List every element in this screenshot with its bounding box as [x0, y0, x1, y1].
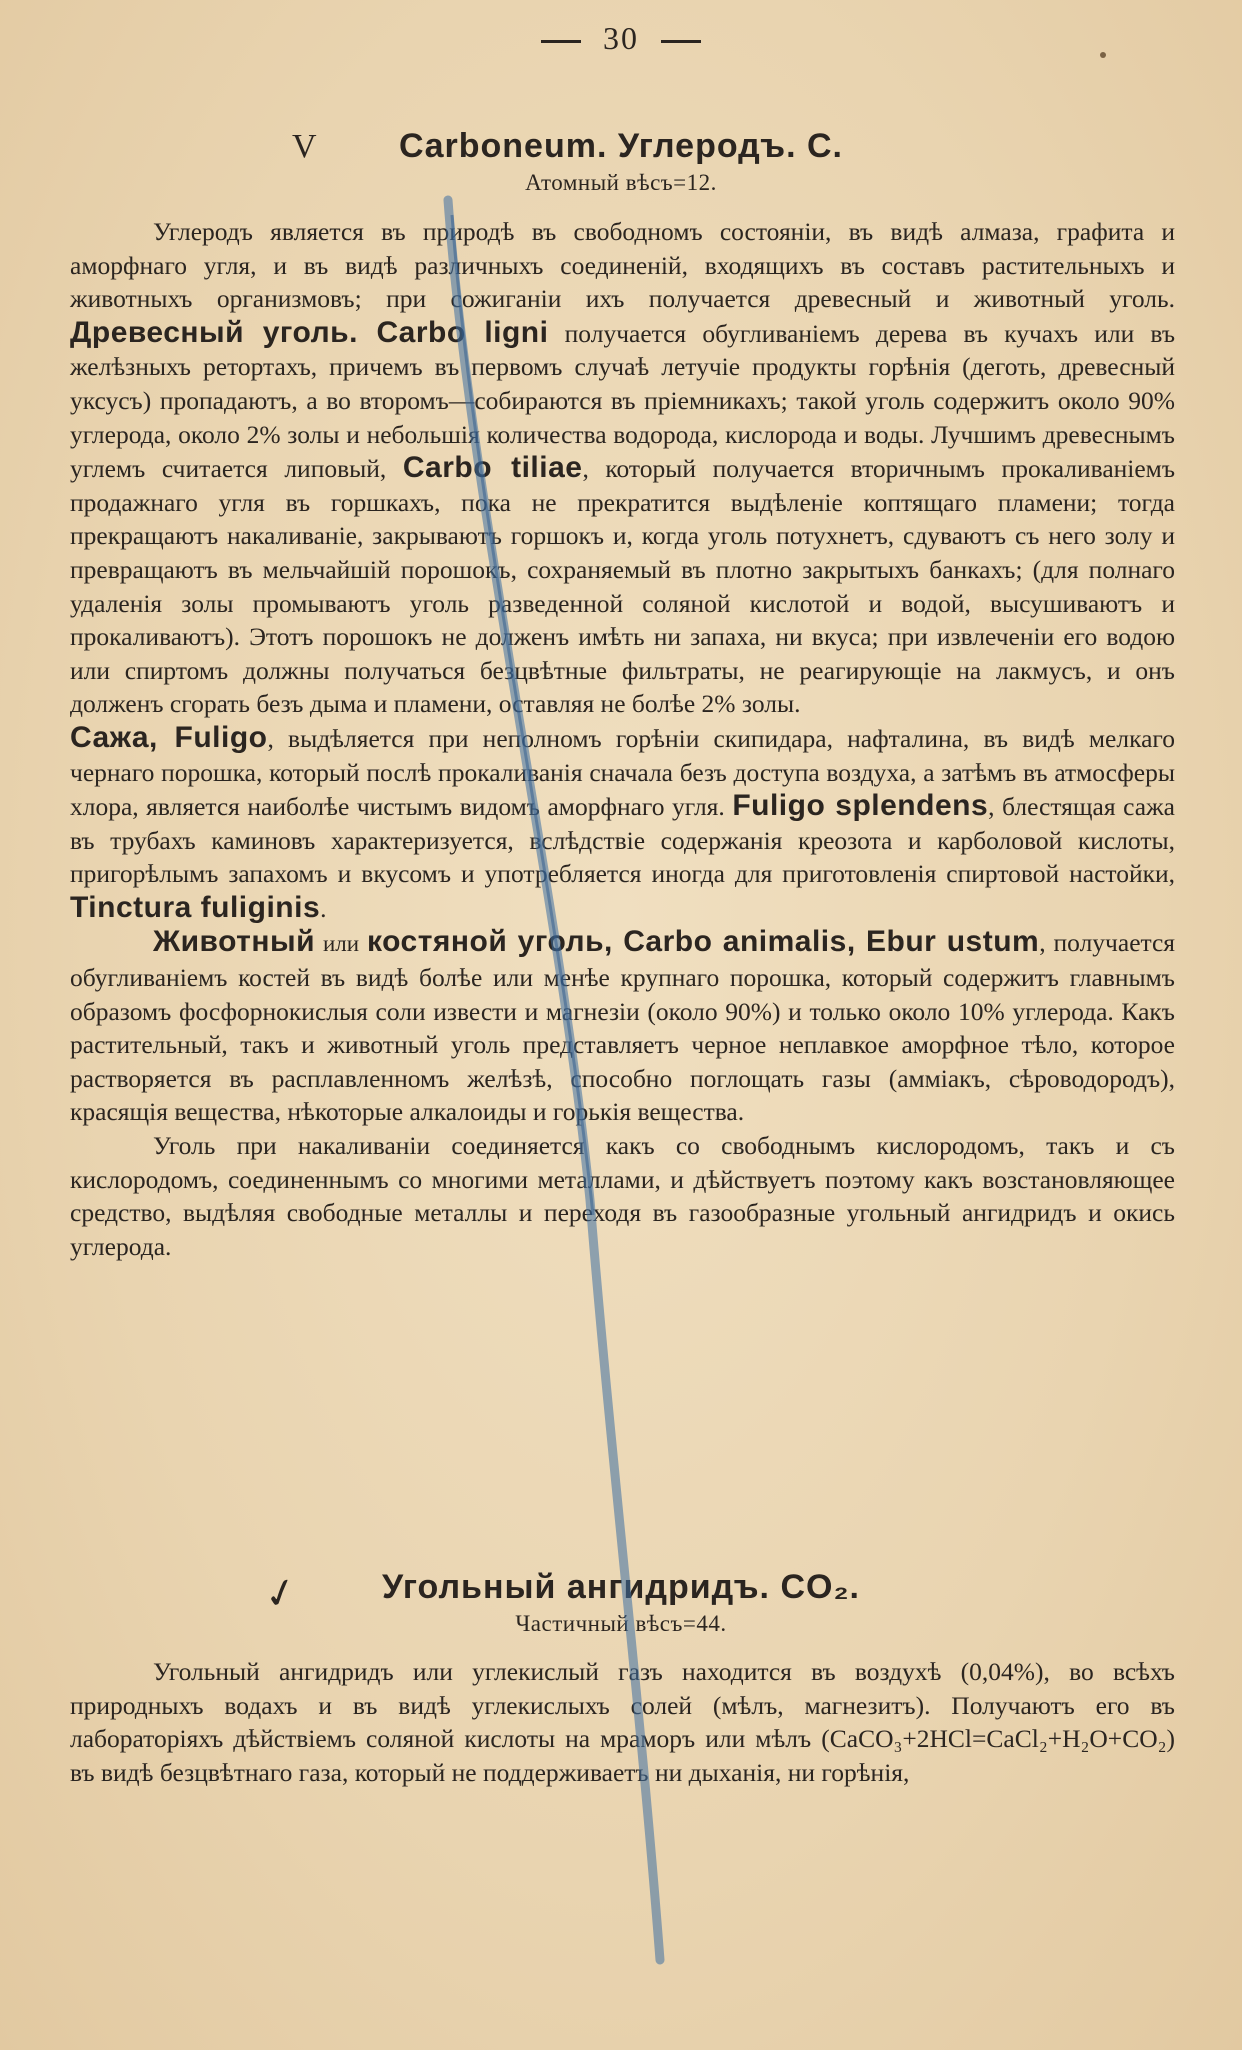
- term-drevesny-ugol: Древесный уголь. Carbo ligni: [70, 315, 549, 349]
- term-zhivotny: Животный: [153, 925, 316, 959]
- section-title-carboneum: Carboneum. Углеродъ. C.: [399, 127, 843, 165]
- term-kostyanoy-ugol: костяной уголь, Carbo animalis, Ebur ustum: [366, 925, 1040, 959]
- section-subtitle-atomic-weight: Атомный вѣсъ=12.: [525, 170, 717, 195]
- paragraph-animal-charcoal: Животный или костяной уголь, Carbo animalis, Ebur ustum, получается обугливанiемъ костей въ видѣ болѣе или менѣе крупнаго порошка, который содержитъ главнымъ образомъ фосфорнокислыя соли извести и магнезiи (около 90%) и только около 10% углерода. Какъ растительный, такъ и животный уголь представляетъ черное неплавкое аморфное тѣло, которое растворяется въ расплавленномъ желѣзѣ, способно поглощать газы (аммiакъ, сѣроводородъ), красящiя вещества, нѣкоторые алкалоиды и горькiя вещества.: [70, 925, 1176, 1127]
- page-number-text: 30: [603, 20, 639, 56]
- paper-spot: [1100, 52, 1106, 58]
- paragraph-co2: Угольный ангидридъ или углекислый газъ находится въ воздухѣ (0,04%), во всѣхъ природныхъ водахъ и въ видѣ углекислыхъ солей (мѣлъ, магнезитъ). Получаютъ его въ лабораторiяхъ дѣйствiемъ соляной кислоты на мраморъ или мѣлъ (CaCO₃+2HCl=CaCl₂+H₂O+CO₂) въ видѣ безцвѣтнаго газа, который не поддерживаетъ ни дыханiя, ни горѣнiя,: [70, 1657, 1175, 1787]
- handwritten-check-mark-2: ✓: [258, 1567, 303, 1620]
- section2-text: [70, 1655, 1175, 1789]
- term-carbo-tiliae: Carbo tiliae: [402, 451, 583, 485]
- section-title-ugolny-angidrid: Угольный ангидридъ. CO₂.: [381, 1568, 861, 1606]
- page-number-dash-left: [541, 40, 581, 43]
- page-number-dash-right: [661, 40, 701, 43]
- paragraph-reduction: Уголь при накаливанiи соединяется какъ со свободнымъ кислородомъ, такъ и съ кислородомъ, соединеннымъ со многими металлами, и дѣйствуетъ поэтому какъ возстановляющее средство, выдѣляя свободные металлы и переходя въ газообразные угольный ангидридъ и окись углерода.: [70, 1131, 1175, 1261]
- section-subtitle-molecular-weight: Частичный вѣсъ=44.: [515, 1611, 727, 1636]
- term-tinctura-fuliginis: Tinctura fuliginis: [70, 890, 321, 924]
- handwritten-check-mark: V: [292, 128, 317, 165]
- term-fuligo-splendens: Fuligo splendens: [732, 789, 989, 823]
- page-number: [0, 20, 1242, 57]
- paragraph-fuligo: Сажа, Fuligo, выдѣляется при неполномъ горѣнiи скипидара, нафталина, въ видѣ мелкаго чернаго порошка, который послѣ прокаливанiя сначала безъ доступа воздуха, а затѣмъ въ атмосферы хлора, является наиболѣе чистымъ видомъ аморфнаго угля. Fuligo splendens, блестящая сажа въ трубахъ каминовъ характеризуется, вслѣдствiе содержанiя креозота и карболовой кислоты, пригорѣлымъ запахомъ и вкусомъ и употребляется иногда для приготовленiя спиртовой настойки, Tinctura fuliginis.: [70, 720, 1175, 924]
- section1-text: [70, 215, 1175, 1263]
- paragraph-carbon-intro: Углеродъ является въ природѣ въ свободномъ состоянiи, въ видѣ алмаза, графита и аморфнаго угля, и въ видѣ различныхъ соединенiй, входящихъ въ составъ растительныхъ и животныхъ организмовъ; при сожиганiи ихъ получается древесный и животный уголь. Древесный уголь. Carbo ligni получается обугливанiемъ дерева въ кучахъ или въ желѣзныхъ ретортахъ, причемъ въ первомъ случаѣ летучiе продукты горѣнiя (деготь, древесный уксусъ) пропадаютъ, а во второмъ—собираются въ прiемникахъ; такой уголь содержитъ около 90% углерода, около 2% золы и небольшiя количества водорода, кислорода и воды. Лучшимъ древеснымъ углемъ считается липовый, Carbo tiliae, который получается вторичнымъ прокаливанiемъ продажнаго угля въ горшкахъ, пока не прекратится выдѣленiе коптящаго пламени; тогда прекращаютъ накаливанiе, закрываютъ горшокъ и, когда уголь потухнетъ, сдуваютъ съ него золу и превращаютъ въ мельчайшiй порошокъ, сохраняемый въ плотно закрытыхъ банкахъ; (для полнаго удаленiя золы промываютъ уголь разведенной соляной кислотой и водой, высушиваютъ и прокаливаютъ). Этотъ порошокъ не долженъ имѣть ни запаха, ни вкуса; при извлеченiи его водою или спиртомъ должны получаться безцвѣтные фильтраты, не реагирующiе на лакмусъ, и онъ долженъ сгорать безъ дыма и пламени, оставляя не болѣе 2% золы.: [70, 217, 1176, 719]
- term-fuligo: Сажа, Fuligo: [70, 720, 268, 754]
